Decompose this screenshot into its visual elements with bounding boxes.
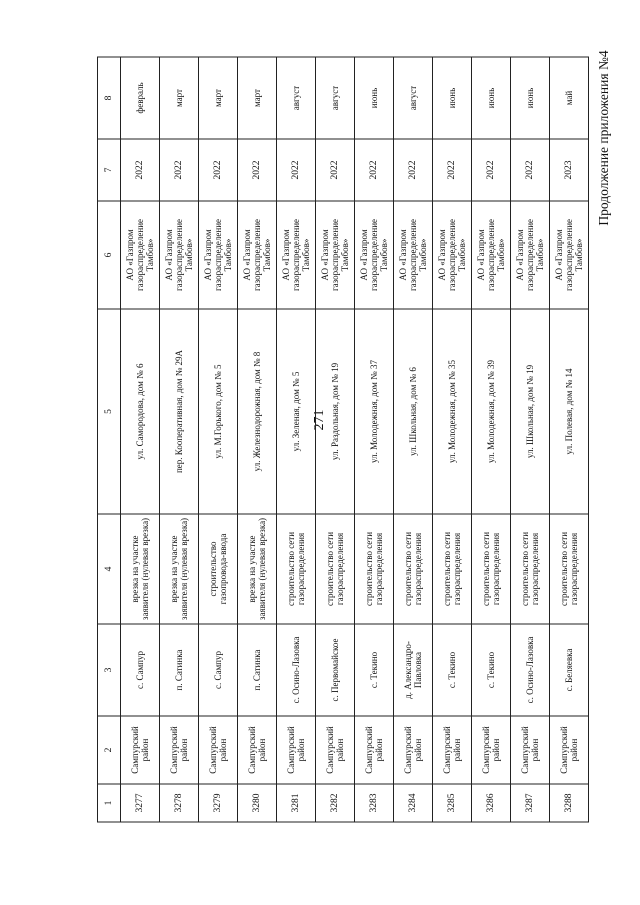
cell-row-number: 3283 [355,784,394,822]
cell-row-number: 3286 [472,784,511,822]
cell-address: ул. Молодежная, дом № 37 [355,309,394,514]
cell-address: ул. Железнодорожная, дом № 8 [238,309,277,514]
cell-address: пер. Кооперативная, дом № 29А [160,309,199,514]
cell-work-type: строительство сети газораспределения [394,514,433,624]
cell-address: ул. Школьная, дом № 6 [394,309,433,514]
column-header: 8 [98,57,121,139]
cell-work-type: строительство сети газораспределения [277,514,316,624]
table-row [433,57,472,822]
cell-organization: АО «Газпром газораспределение Тамбов» [550,201,589,309]
cell-district: Сампурский район [394,716,433,784]
cell-month: июнь [433,57,472,139]
cell-district: Сампурский район [238,716,277,784]
cell-work-type: строительство сети газораспределения [433,514,472,624]
table-row [238,57,277,822]
table-row [199,57,238,822]
cell-settlement: п. Сатинка [160,624,199,716]
cell-work-type: строительство сети газораспределения [550,514,589,624]
cell-row-number: 3278 [160,784,199,822]
cell-month: февраль [121,57,160,139]
cell-district: Сампурский район [550,716,589,784]
cell-month: июнь [472,57,511,139]
cell-year: 2022 [433,139,472,201]
page-number: 271 [312,409,327,431]
cell-settlement: с. Текино [355,624,394,716]
table-header [98,57,121,822]
cell-organization: АО «Газпром газораспределение Тамбов» [238,201,277,309]
cell-address: ул. Раздольная, дом № 19 [316,309,355,514]
cell-address: ул. Самородова, дом № 6 [121,309,160,514]
cell-work-type: врезка на участке заявителя (нулевая врезка) [160,514,199,624]
cell-year: 2022 [511,139,550,201]
cell-month: июнь [511,57,550,139]
cell-year: 2022 [199,139,238,201]
cell-month: июнь [355,57,394,139]
cell-year: 2022 [355,139,394,201]
cell-year: 2022 [121,139,160,201]
cell-settlement: с. Сампур [121,624,160,716]
table-row [472,57,511,822]
cell-district: Сампурский район [121,716,160,784]
table-row [550,57,589,822]
table-row [316,57,355,822]
cell-address: ул. Молодежная, дом № 35 [433,309,472,514]
cell-organization: АО «Газпром газораспределение Тамбов» [316,201,355,309]
cell-row-number: 3285 [433,784,472,822]
cell-row-number: 3280 [238,784,277,822]
cell-address: ул. М.Горького, дом № 5 [199,309,238,514]
cell-month: март [238,57,277,139]
cell-district: Сампурский район [316,716,355,784]
cell-district: Сампурский район [472,716,511,784]
cell-organization: АО «Газпром газораспределение Тамбов» [199,201,238,309]
appendix-table [97,57,589,823]
cell-year: 2022 [316,139,355,201]
cell-year: 2022 [160,139,199,201]
cell-organization: АО «Газпром газораспределение Тамбов» [121,201,160,309]
cell-row-number: 3288 [550,784,589,822]
column-header: 4 [98,514,121,624]
column-header: 7 [98,139,121,201]
cell-row-number: 3282 [316,784,355,822]
cell-row-number: 3284 [394,784,433,822]
cell-address: ул. Школьная, дом № 19 [511,309,550,514]
cell-district: Сампурский район [199,716,238,784]
cell-settlement: с. Текино [433,624,472,716]
cell-month: март [199,57,238,139]
column-header: 6 [98,201,121,309]
cell-work-type: строительство газопровода-ввода [199,514,238,624]
cell-year: 2022 [277,139,316,201]
cell-work-type: строительство сети газораспределения [511,514,550,624]
cell-row-number: 3281 [277,784,316,822]
table-row [277,57,316,822]
table-row [355,57,394,822]
cell-year: 2022 [394,139,433,201]
column-header: 3 [98,624,121,716]
cell-year: 2022 [472,139,511,201]
cell-month: май [550,57,589,139]
cell-address: ул. Полевая, дом № 14 [550,309,589,514]
cell-month: март [160,57,199,139]
cell-row-number: 3277 [121,784,160,822]
column-header: 5 [98,309,121,514]
table-row [394,57,433,822]
cell-settlement: с. Текино [472,624,511,716]
cell-month: август [277,57,316,139]
table-row [511,57,550,822]
continuation-title: Продолжение приложения №4 [596,50,611,226]
cell-organization: АО «Газпром газораспределение Тамбов» [160,201,199,309]
cell-year: 2022 [238,139,277,201]
cell-work-type: строительство сети газораспределения [316,514,355,624]
cell-organization: АО «Газпром газораспределение Тамбов» [277,201,316,309]
cell-row-number: 3287 [511,784,550,822]
cell-organization: АО «Газпром газораспределение Тамбов» [511,201,550,309]
header-row [98,57,121,822]
cell-organization: АО «Газпром газораспределение Тамбов» [472,201,511,309]
cell-month: август [316,57,355,139]
cell-settlement: с. Первомайское [316,624,355,716]
cell-organization: АО «Газпром газораспределение Тамбов» [355,201,394,309]
cell-settlement: с. Осино-Лазовка [277,624,316,716]
cell-district: Сампурский район [433,716,472,784]
cell-work-type: врезка на участке заявителя (нулевая врезка) [238,514,277,624]
cell-organization: АО «Газпром газораспределение Тамбов» [394,201,433,309]
cell-settlement: п. Сатинка [238,624,277,716]
cell-settlement: д. Александро-Павловка [394,624,433,716]
cell-district: Сампурский район [511,716,550,784]
cell-work-type: строительство сети газораспределения [355,514,394,624]
cell-district: Сампурский район [160,716,199,784]
cell-month: август [394,57,433,139]
cell-work-type: строительство сети газораспределения [472,514,511,624]
cell-year: 2023 [550,139,589,201]
cell-settlement: с. Беляевка [550,624,589,716]
cell-settlement: с. Осино-Лазовка [511,624,550,716]
table-body [121,57,589,822]
column-header: 2 [98,716,121,784]
cell-row-number: 3279 [199,784,238,822]
cell-district: Сампурский район [355,716,394,784]
table-container [97,58,585,823]
cell-settlement: с. Сампур [199,624,238,716]
cell-address: ул. Зеленая, дом № 5 [277,309,316,514]
cell-work-type: врезка на участке заявителя (нулевая врезка) [121,514,160,624]
cell-district: Сампурский район [277,716,316,784]
cell-address: ул. Молодежная, дом № 39 [472,309,511,514]
table-row [121,57,160,822]
cell-organization: АО «Газпром газораспределение Тамбов» [433,201,472,309]
column-header: 1 [98,784,121,822]
table-row [160,57,199,822]
